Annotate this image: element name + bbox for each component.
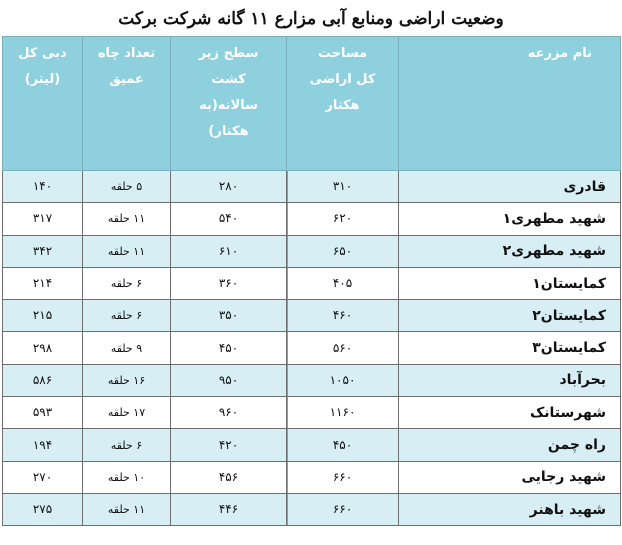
cell-deep-wells: ۱۱ حلقه bbox=[83, 493, 171, 525]
cell-cultivated-area: ۴۴۶ bbox=[171, 493, 287, 525]
cell-total-area: ۱۱۶۰ bbox=[287, 397, 399, 429]
cell-deep-wells: ۶ حلقه bbox=[83, 267, 171, 299]
header-total-area: مساحت کل اراضی هکتار bbox=[287, 37, 399, 171]
cell-total-area: ۳۱۰ bbox=[287, 171, 399, 203]
cell-deep-wells: ۹ حلقه bbox=[83, 332, 171, 364]
cell-farm-name: قادری bbox=[399, 171, 621, 203]
cell-cultivated-area: ۴۵۶ bbox=[171, 461, 287, 493]
column-divider bbox=[287, 365, 288, 396]
cell-total-flow: ۲۱۴ bbox=[3, 267, 83, 299]
farms-table bbox=[2, 36, 621, 526]
cell-deep-wells: ۵ حلقه bbox=[83, 171, 171, 203]
cell-total-flow: ۲۷۰ bbox=[3, 461, 83, 493]
cell-cultivated-area: ۹۵۰ bbox=[171, 364, 287, 396]
column-divider bbox=[287, 300, 288, 331]
cell-total-flow: ۲۷۵ bbox=[3, 493, 83, 525]
table-body bbox=[3, 171, 621, 526]
cell-total-area: ۶۵۰ bbox=[287, 235, 399, 267]
table-row bbox=[3, 171, 621, 203]
cell-total-flow: ۱۹۴ bbox=[3, 429, 83, 461]
header-total-flow: دبی کل (لیتر) bbox=[3, 37, 83, 171]
cell-farm-name: شهید رجایی bbox=[399, 461, 621, 493]
cell-total-area: ۶۲۰ bbox=[287, 203, 399, 235]
cell-deep-wells: ۱۱ حلقه bbox=[83, 203, 171, 235]
cell-deep-wells: ۱۰ حلقه bbox=[83, 461, 171, 493]
table-row bbox=[3, 461, 621, 493]
cell-deep-wells: ۱۱ حلقه bbox=[83, 235, 171, 267]
column-divider bbox=[287, 268, 288, 299]
cell-farm-name: کمایستان۲ bbox=[399, 300, 621, 332]
cell-total-flow: ۱۴۰ bbox=[3, 171, 83, 203]
cell-deep-wells: ۱۶ حلقه bbox=[83, 364, 171, 396]
table-header bbox=[3, 37, 621, 171]
cell-cultivated-area: ۹۶۰ bbox=[171, 397, 287, 429]
cell-cultivated-area: ۴۲۰ bbox=[171, 429, 287, 461]
column-divider bbox=[287, 462, 288, 493]
table-row bbox=[3, 429, 621, 461]
cell-total-flow: ۵۹۳ bbox=[3, 397, 83, 429]
cell-total-area: ۶۶۰ bbox=[287, 461, 399, 493]
page-title: وضعیت اراضی ومنابع آبی مزارع ۱۱ گانه شرکت برکت bbox=[118, 9, 504, 29]
column-divider bbox=[287, 332, 288, 363]
cell-farm-name: کمایستان۱ bbox=[399, 267, 621, 299]
cell-total-area: ۴۵۰ bbox=[287, 429, 399, 461]
cell-farm-name: راه چمن bbox=[399, 429, 621, 461]
cell-total-flow: ۳۱۷ bbox=[3, 203, 83, 235]
cell-farm-name: شهید مطهری۱ bbox=[399, 203, 621, 235]
cell-total-flow: ۵۸۶ bbox=[3, 364, 83, 396]
column-divider bbox=[287, 397, 288, 428]
cell-farm-name: شهید باهنر bbox=[399, 493, 621, 525]
cell-total-area: ۵۶۰ bbox=[287, 332, 399, 364]
cell-deep-wells: ۶ حلقه bbox=[83, 300, 171, 332]
cell-total-area: ۴۰۵ bbox=[287, 267, 399, 299]
header-farm-name: نام مزرعه bbox=[399, 37, 621, 171]
header-row bbox=[3, 37, 621, 171]
column-divider bbox=[287, 203, 288, 234]
cell-cultivated-area: ۲۸۰ bbox=[171, 171, 287, 203]
table-row bbox=[3, 235, 621, 267]
table-row bbox=[3, 397, 621, 429]
cell-cultivated-area: ۴۵۰ bbox=[171, 332, 287, 364]
table-row bbox=[3, 267, 621, 299]
column-divider bbox=[287, 494, 288, 525]
header-cultivated-area: سطح زیر کشت سالانه(به هکتار) bbox=[171, 37, 287, 171]
header-deep-wells: تعداد چاه عمیق bbox=[83, 37, 171, 171]
cell-farm-name: بحرآباد bbox=[399, 364, 621, 396]
cell-total-flow: ۲۱۵ bbox=[3, 300, 83, 332]
table-row bbox=[3, 203, 621, 235]
table-row bbox=[3, 364, 621, 396]
cell-cultivated-area: ۶۱۰ bbox=[171, 235, 287, 267]
cell-deep-wells: ۱۷ حلقه bbox=[83, 397, 171, 429]
cell-total-area: ۴۶۰ bbox=[287, 300, 399, 332]
cell-total-area: ۱۰۵۰ bbox=[287, 364, 399, 396]
table-row bbox=[3, 332, 621, 364]
cell-total-area: ۶۶۰ bbox=[287, 493, 399, 525]
cell-total-flow: ۲۹۸ bbox=[3, 332, 83, 364]
cell-total-flow: ۳۴۲ bbox=[3, 235, 83, 267]
cell-cultivated-area: ۳۵۰ bbox=[171, 300, 287, 332]
cell-farm-name: شهید مطهری۲ bbox=[399, 235, 621, 267]
table-row bbox=[3, 493, 621, 525]
table-row bbox=[3, 300, 621, 332]
cell-farm-name: شهرستانک bbox=[399, 397, 621, 429]
cell-cultivated-area: ۳۶۰ bbox=[171, 267, 287, 299]
cell-farm-name: کمایستان۳ bbox=[399, 332, 621, 364]
cell-cultivated-area: ۵۴۰ bbox=[171, 203, 287, 235]
column-divider bbox=[287, 236, 288, 267]
column-divider bbox=[287, 429, 288, 460]
cell-deep-wells: ۶ حلقه bbox=[83, 429, 171, 461]
column-divider bbox=[287, 171, 288, 202]
